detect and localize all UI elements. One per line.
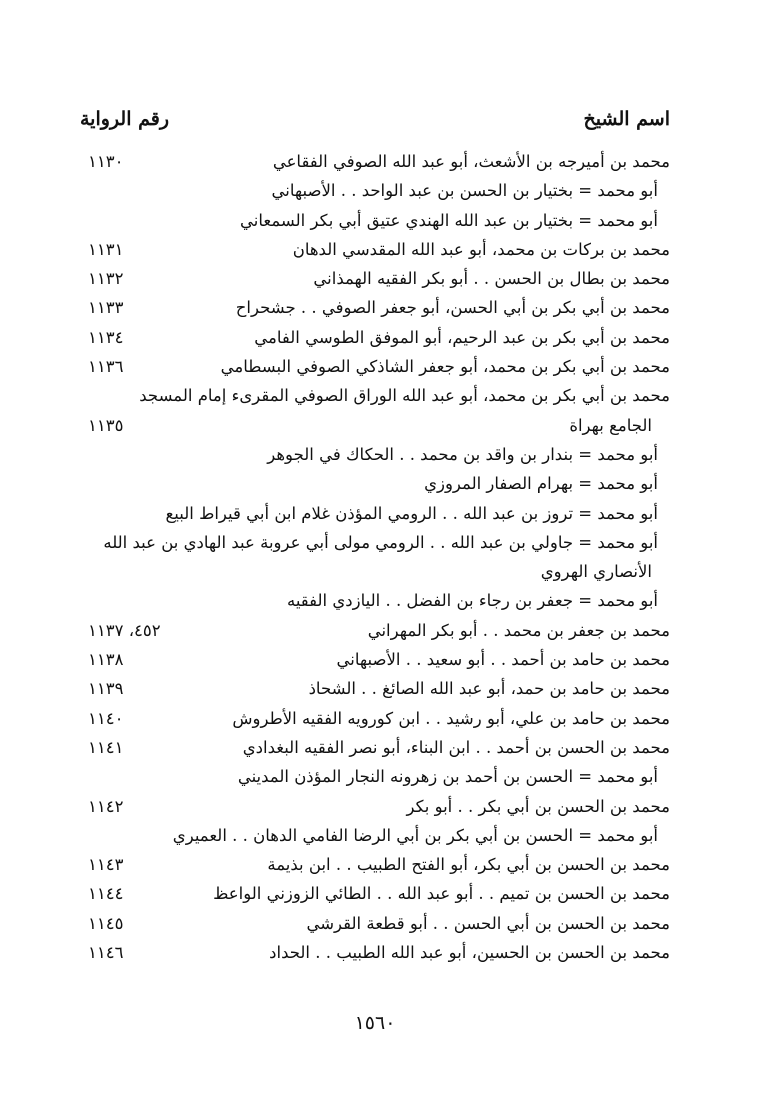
- page-number: ١٥٦٠: [354, 1012, 396, 1034]
- index-entry-row: [80, 586, 670, 615]
- table-header: [80, 108, 670, 138]
- index-entry-row: [80, 323, 670, 352]
- sheikh-name: محمد بن حامد بن حمد، أبو عبد الله الصائغ . . الشحاذ: [308, 679, 670, 699]
- narration-number: ١١٤٠: [88, 708, 124, 728]
- index-entry-row: [80, 352, 670, 381]
- sheikh-name: الجامع بهراة: [569, 415, 652, 435]
- narration-number: ٤٥٢، ١١٣٧: [88, 620, 161, 640]
- sheikh-name: الأنصاري الهروي: [540, 562, 652, 582]
- index-entry-row: [80, 469, 670, 498]
- sheikh-name: أبو محمد = بختيار بن عبد الله الهندي عتيق أبي بكر السمعاني: [240, 210, 658, 230]
- sheikh-name: محمد بن الحسن بن أبي الحسن . . أبو قطعة القرشي: [306, 913, 670, 933]
- narration-number: ١١٤٤: [88, 884, 124, 904]
- index-entry-row: [80, 879, 670, 908]
- narration-number: ١١٣٢: [88, 269, 124, 289]
- narration-number: ١١٣٣: [88, 298, 124, 318]
- sheikh-name: أبو محمد = تروز بن عبد الله . . الرومي المؤذن غلام ابن أبي قيراط البيع: [165, 503, 658, 523]
- index-entry-row: [80, 792, 670, 821]
- index-entry-row: [80, 147, 670, 176]
- index-entry-row: [80, 645, 670, 674]
- index-entry-row: [80, 909, 670, 938]
- index-entry-row: [80, 557, 670, 586]
- sheikh-name: محمد بن أبي بكر بن عبد الرحيم، أبو الموفق الطوسي الفامي: [254, 327, 670, 347]
- sheikh-index-list: [80, 147, 670, 967]
- sheikh-name: أبو محمد = جاولي بن عبد الله . . الرومي مولى أبي عروبة عبد الهادي بن عبد الله: [103, 532, 658, 552]
- index-entry-row: [80, 762, 670, 791]
- sheikh-name: محمد بن أبي بكر بن محمد، أبو عبد الله الوراق الصوفي المقرىء إمام المسجد: [139, 386, 670, 406]
- sheikh-name: محمد بن أبي بكر بن أبي الحسن، أبو جعفر الصوفي . . جشحراح: [235, 298, 670, 318]
- sheikh-name: أبو محمد = بختيار بن الحسن بن عبد الواحد . . الأصبهاني: [271, 181, 658, 201]
- index-entry-row: [80, 235, 670, 264]
- narration-number: ١١٣٨: [88, 650, 124, 670]
- index-entry-row: [80, 206, 670, 235]
- index-entry-row: [80, 674, 670, 703]
- narration-number: ١١٤٥: [88, 913, 124, 933]
- index-entry-row: [80, 264, 670, 293]
- sheikh-name: محمد بن الحسن بن الحسين، أبو عبد الله الطبيب . . الحداد: [269, 943, 670, 963]
- narration-number: ١١٣٤: [88, 327, 124, 347]
- narration-number-column-header: رقم الرواية: [80, 108, 169, 130]
- sheikh-name: أبو محمد = جعفر بن رجاء بن الفضل . . اليازدي الفقيه: [286, 591, 658, 611]
- sheikh-name: أبو محمد = بهرام الصفار المروزي: [424, 474, 658, 494]
- index-entry-row: [80, 411, 670, 440]
- index-entry-row: [80, 440, 670, 469]
- index-entry-row: [80, 938, 670, 967]
- document-page: [80, 0, 670, 1110]
- sheikh-name: محمد بن بطال بن الحسن . . أبو بكر الفقيه الهمذاني: [313, 269, 670, 289]
- sheikh-name: أبو محمد = الحسن بن أحمد بن زهرونه النجار المؤذن المديني: [237, 767, 658, 787]
- narration-number: ١١٤٦: [88, 943, 124, 963]
- index-entry-row: [80, 528, 670, 557]
- sheikh-name: أبو محمد = بندار بن واقد بن محمد . . الحكاك في الجوهر: [267, 444, 658, 464]
- sheikh-name: محمد بن حامد بن علي، أبو رشيد . . ابن كورويه الفقيه الأطروش: [232, 708, 670, 728]
- sheikh-name: محمد بن أبي بكر بن محمد، أبو جعفر الشاذكي الصوفي البسطامي: [220, 357, 670, 377]
- narration-number: ١١٤١: [88, 737, 124, 757]
- sheikh-name: محمد بن الحسن بن أبي بكر، أبو الفتح الطبيب . . ابن بذيمة: [267, 855, 670, 875]
- narration-number: ١١٤٣: [88, 855, 124, 875]
- index-entry-row: [80, 821, 670, 850]
- narration-number: ١١٣٠: [88, 152, 124, 171]
- index-entry-row: [80, 293, 670, 322]
- index-entry-row: [80, 381, 670, 410]
- index-entry-row: [80, 616, 670, 645]
- narration-number: ١١٣٥: [88, 415, 124, 435]
- index-entry-row: [80, 850, 670, 879]
- sheikh-name: محمد بن الحسن بن تميم . . أبو عبد الله . . الطائي الزوزني الواعظ: [213, 884, 670, 904]
- sheikh-name: محمد بن أميرجه بن الأشعث، أبو عبد الله الصوفي الفقاعي: [272, 152, 670, 171]
- index-entry-row: [80, 176, 670, 205]
- narration-number: ١١٣٩: [88, 679, 124, 699]
- index-entry-row: [80, 704, 670, 733]
- sheikh-name: محمد بن الحسن بن أحمد . . ابن البناء، أبو نصر الفقيه البغدادي: [242, 737, 670, 757]
- index-entry-row: [80, 733, 670, 762]
- sheikh-name-column-header: اسم الشيخ: [583, 108, 670, 130]
- sheikh-name: محمد بن بركات بن محمد، أبو عبد الله المقدسي الدهان: [292, 239, 670, 259]
- sheikh-name: محمد بن حامد بن أحمد . . أبو سعيد . . الأصبهاني: [336, 650, 670, 670]
- index-entry-row: [80, 499, 670, 528]
- narration-number: ١١٤٢: [88, 796, 124, 816]
- narration-number: ١١٣١: [88, 239, 124, 259]
- sheikh-name: محمد بن جعفر بن محمد . . أبو بكر المهراني: [367, 620, 670, 640]
- sheikh-name: محمد بن الحسن بن أبي بكر . . أبو بكر: [406, 796, 670, 816]
- narration-number: ١١٣٦: [88, 357, 124, 377]
- sheikh-name: أبو محمد = الحسن بن أبي بكر بن أبي الرضا الفامي الدهان . . العميري: [172, 825, 658, 845]
